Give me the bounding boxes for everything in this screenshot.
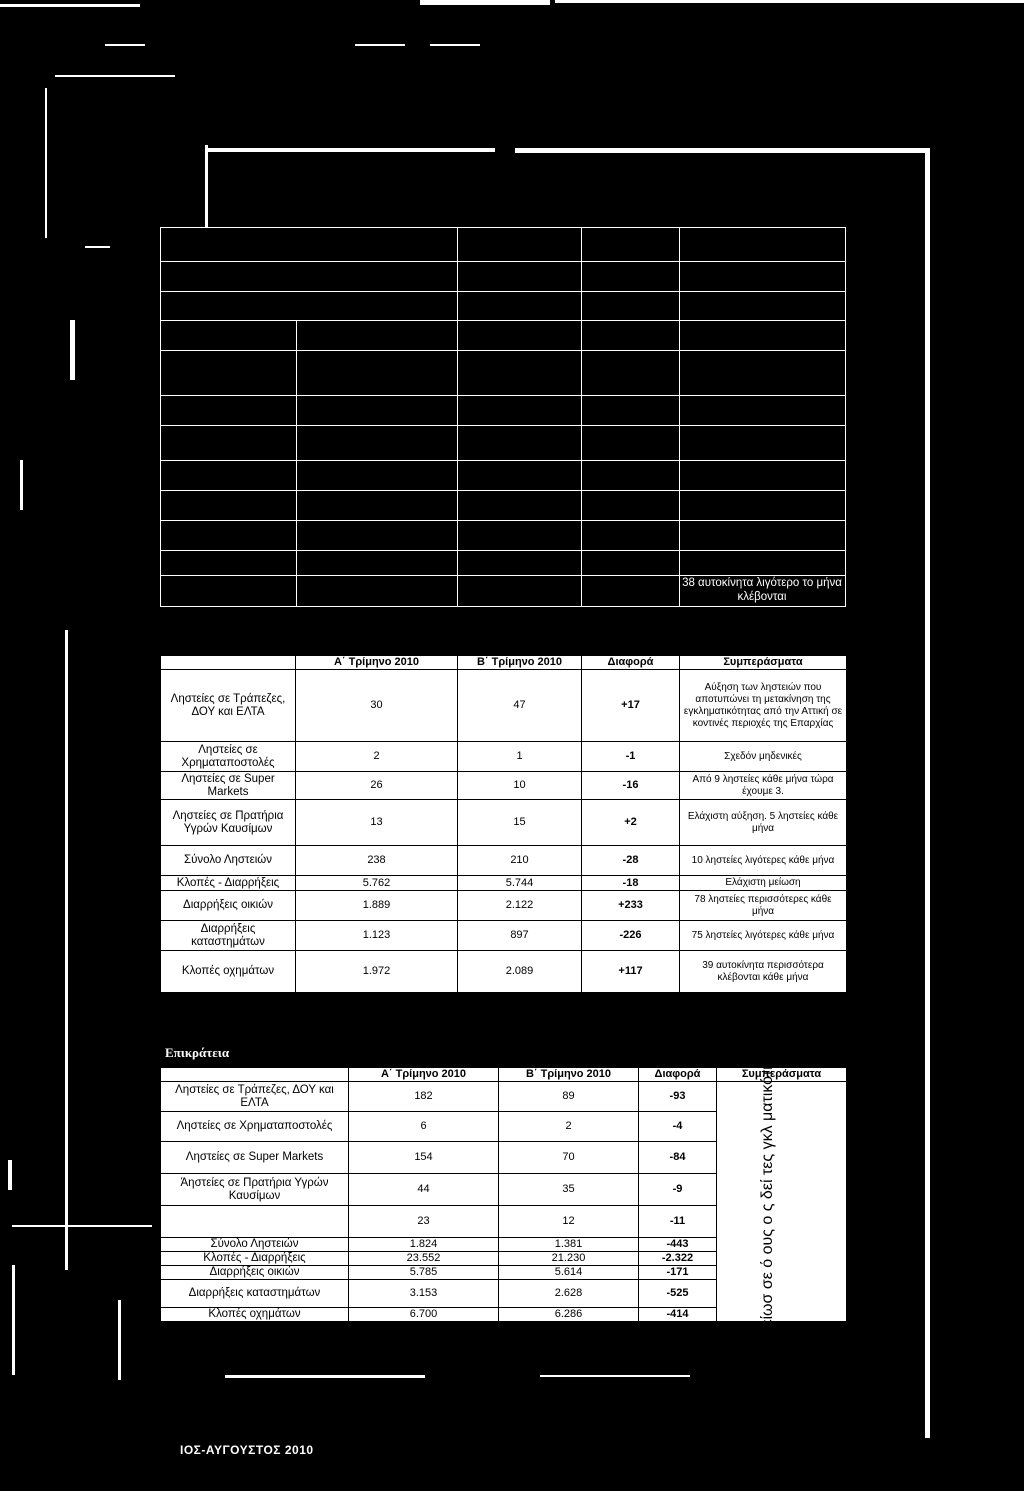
conclusion: 39 αυτοκίνητα περισσότερα κλέβονται κάθε μήνα [680,951,847,993]
row-label: Ληστείες σε Χρηματαποστολές [161,1112,349,1142]
row-label: Διαρρήξεις οικιών [161,891,296,921]
diff-value: -84 [639,1142,717,1174]
frame-line [55,75,175,77]
frame-line [205,148,495,152]
q1-value: 1.889 [296,891,458,921]
frame-line [555,0,1024,3]
q1-value: 26 [296,772,458,800]
table-row [161,800,847,846]
row-label [161,1206,349,1238]
frame-line [8,1160,12,1190]
conclusion: Σχεδόν μηδενικές [680,742,847,772]
conclusion: 78 ληστείες περισσότερες κάθε μήνα [680,891,847,921]
q1-value: 6 [349,1112,499,1142]
q2-value: 2.089 [458,951,582,993]
diff-value: +233 [582,891,680,921]
table-row [161,772,847,800]
q1-value: 30 [296,670,458,742]
diff-value: +2 [582,800,680,846]
q1-value: 13 [296,800,458,846]
table-row [161,921,847,951]
header-cell: Β΄ Τρίμηνο 2010 [458,656,582,670]
header-cell: Συμπεράσματα [680,656,847,670]
q1-value: 1.123 [296,921,458,951]
header-cell: Α΄ Τρίμηνο 2010 [349,1068,499,1082]
row-label: Ληστείες σε Super Markets [161,1142,349,1174]
diff-value: -93 [639,1082,717,1112]
diff-value: -4 [639,1112,717,1142]
header-cell: Διαφορά [639,1068,717,1082]
header-cell [161,1068,349,1082]
frame-line [85,246,110,248]
row-label: Σύνολο Ληστειών [161,1238,349,1252]
q2-value: 2.122 [458,891,582,921]
table-row [161,846,847,876]
row-label: Κλοπές - Διαρρήξεις [161,1252,349,1266]
row-label: Σύνολο Ληστειών [161,846,296,876]
row-label: Ληστείες σε Τράπεζες, ΔΟΥ και ΕΛΤΑ [161,670,296,742]
q2-value: 47 [458,670,582,742]
row-label: Ληστείες σε Χρηματαποστολές [161,742,296,772]
q1-value: 5.762 [296,876,458,891]
q1-value: 44 [349,1174,499,1206]
row-label: Διαρρήξεις καταστημάτων [161,921,296,951]
section-title: Επικράτεια [165,1045,230,1060]
q2-value: 89 [499,1082,639,1112]
frame-line [65,630,68,1270]
conclusion: 10 ληστείες λιγότερες κάθε μήνα [680,846,847,876]
q2-value: 12 [499,1206,639,1238]
table-header-row [161,656,847,670]
diff-value: -443 [639,1238,717,1252]
q2-value: 10 [458,772,582,800]
frame-line [70,320,75,380]
q2-value: 897 [458,921,582,951]
row-label: Κλοπές - Διαρρήξεις [161,876,296,891]
frame-line [45,88,47,238]
frame-line [225,1375,425,1378]
q2-value: 70 [499,1142,639,1174]
diff-value: -226 [582,921,680,951]
row-label: Ληστείες σε Πρατήρια Υγρών Καυσίμων [161,800,296,846]
q2-value: 1 [458,742,582,772]
q2-value: 5.614 [499,1266,639,1280]
q2-value: 21.230 [499,1252,639,1266]
table-row [161,1082,847,1112]
q2-value: 6.286 [499,1308,639,1322]
diff-value: -171 [639,1266,717,1280]
table-row [161,876,847,891]
conclusion: Από 9 ληστείες κάθε μήνα τώρα έχουμε 3. [680,772,847,800]
diff-value: -2.322 [639,1252,717,1266]
header-cell: Β΄ Τρίμηνο 2010 [499,1068,639,1082]
diff-value: -18 [582,876,680,891]
q2-value: 15 [458,800,582,846]
frame-line [540,1375,690,1377]
frame-line [105,44,145,46]
frame-line [355,44,405,46]
frame-line [20,460,23,510]
table-header-row [161,1068,847,1082]
q2-value: 2.628 [499,1280,639,1308]
row-label: Διαρρήξεις οικιών [161,1266,349,1280]
row-label: Κλοπές οχημάτων [161,951,296,993]
frame-line [925,148,930,1438]
row-label: Ληστείες σε Τράπεζες, ΔΟΥ και ΕΛΤΑ [161,1082,349,1112]
frame-line [12,1225,152,1227]
diff-value: -9 [639,1174,717,1206]
table-row [161,742,847,772]
row-label: Άηστείες σε Πρατήρια Υγρών Καυσίμων [161,1174,349,1206]
q1-value: 2 [296,742,458,772]
vertical-conclusion-text: Μείωσ σε ό ους ο ς δεί τες γκλ ματικότη ας [759,1039,776,1340]
empty-grid-top [160,227,846,607]
diff-value: +17 [582,670,680,742]
header-cell: Διαφορά [582,656,680,670]
top-grid-note: 38 αυτοκίνητα λιγότερο το μήνα κλέβονται [682,577,842,603]
page-footer: ΙΟΣ-ΑΥΓΟΥΣΤΟΣ 2010 [180,1443,314,1457]
q1-value: 5.785 [349,1266,499,1280]
conclusion: Αύξηση των ληστειών που αποτυπώνει τη μετακίνηση της εγκληματικότητας από την Αττική σε κοντινές περιοχές της Επαρχίας [680,670,847,742]
q1-value: 1.824 [349,1238,499,1252]
frame-line [430,44,480,46]
diff-value: -414 [639,1308,717,1322]
conclusion: Ελάχιστη μείωση [680,876,847,891]
frame-line [515,148,927,153]
national-crime-table [160,1067,847,1322]
conclusion: 75 ληστείες λιγότερες κάθε μήνα [680,921,847,951]
q1-value: 6.700 [349,1308,499,1322]
header-cell: Συμπεράσματα [717,1068,847,1082]
q1-value: 3.153 [349,1280,499,1308]
diff-value: -16 [582,772,680,800]
diff-value: -525 [639,1280,717,1308]
frame-line [118,1300,121,1380]
table-row [161,891,847,921]
row-label: Διαρρήξεις καταστημάτων [161,1280,349,1308]
q1-value: 182 [349,1082,499,1112]
q2-value: 1.381 [499,1238,639,1252]
q1-value: 23.552 [349,1252,499,1266]
q1-value: 23 [349,1206,499,1238]
table-row [161,670,847,742]
header-cell [161,656,296,670]
conclusion: Ελάχιστη αύξηση. 5 ληστείες κάθε μήνα [680,800,847,846]
q1-value: 154 [349,1142,499,1174]
q2-value: 2 [499,1112,639,1142]
row-label: Ληστείες σε Super Markets [161,772,296,800]
table-row [161,951,847,993]
frame-line [420,0,550,5]
q1-value: 1.972 [296,951,458,993]
diff-value: -11 [639,1206,717,1238]
regional-crime-table [160,655,847,993]
q1-value: 238 [296,846,458,876]
frame-line [12,1265,15,1375]
q2-value: 210 [458,846,582,876]
q2-value: 35 [499,1174,639,1206]
diff-value: -1 [582,742,680,772]
frame-line [0,4,140,7]
header-cell: Α΄ Τρίμηνο 2010 [296,656,458,670]
diff-value: +117 [582,951,680,993]
diff-value: -28 [582,846,680,876]
q2-value: 5.744 [458,876,582,891]
row-label: Κλοπές οχημάτων [161,1308,349,1322]
